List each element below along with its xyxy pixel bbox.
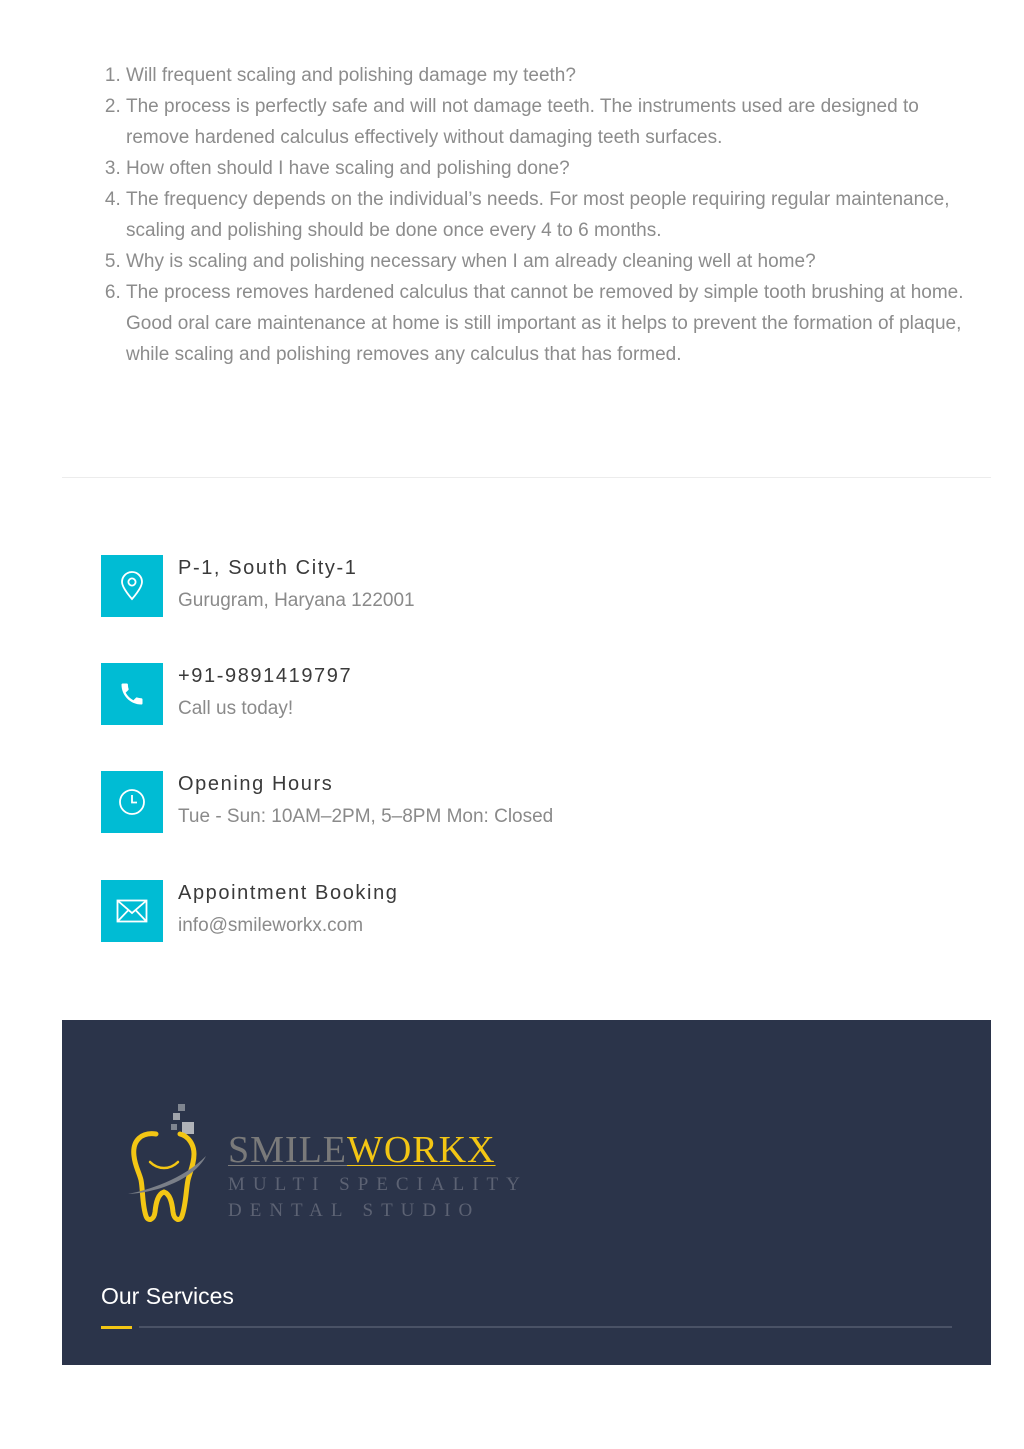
phone-number[interactable]: +91-9891419797 [178,665,353,687]
contact-phone[interactable] [101,663,701,725]
location-pin-icon [101,555,163,617]
services-heading: Our Services [101,1283,234,1309]
contact-booking[interactable] [101,880,701,942]
phone-caption: Call us today! [178,698,294,719]
phone-icon[interactable] [101,663,163,725]
section-divider [62,477,991,478]
brand-name [228,1130,496,1170]
address-line-2: Gurugram, Haryana 122001 [178,590,415,611]
faq-question: 3. How often should I have scaling and polishing done? [126,153,986,184]
hours-title: Opening Hours [178,773,334,795]
smileworkx-logo[interactable] [124,1100,528,1230]
faq-question: 5. Why is scaling and polishing necessary when I am already cleaning well at home? [126,246,986,277]
faq-answer: 2. The process is perfectly safe and will not damage teeth. The instruments used are designed to remove hardened calculus effectively without damaging teeth surfaces. [126,91,986,153]
envelope-icon[interactable] [101,880,163,942]
booking-title: Appointment Booking [178,882,399,904]
tooth-logo-icon [124,1100,224,1230]
brand-name-part1: SMILE [228,1129,347,1171]
clock-icon [101,771,163,833]
contact-hours [101,771,701,833]
contact-address [101,555,701,617]
heading-accent-bar [101,1326,132,1329]
booking-email-link[interactable]: info@smileworkx.com [178,915,364,936]
brand-tagline-2: DENTAL STUDIO [228,1200,481,1221]
brand-name-part2: WORKX [347,1129,496,1171]
address-line-1: P-1, South City-1 [178,557,358,579]
hours-detail: Tue - Sun: 10AM–2PM, 5–8PM Mon: Closed [178,806,554,827]
faq-answer: 4. The frequency depends on the individual’s needs. For most people requiring regular maintenance, scaling and polishing should be done once every 4 to 6 months. [126,184,986,246]
faq-answer: 6. The process removes hardened calculus that cannot be removed by simple tooth brushing at home. Good oral care maintenance at home is still important as it helps to prevent the formation of plaque, while scaling and polishing removes any calculus that has formed. [126,277,986,370]
brand-tagline-1: MULTI SPECIALITY [228,1174,528,1195]
faq-question: 1. Will frequent scaling and polishing damage my teeth? [126,60,986,91]
faq-list [104,60,986,370]
heading-underline [139,1326,952,1328]
footer [62,1020,991,1365]
